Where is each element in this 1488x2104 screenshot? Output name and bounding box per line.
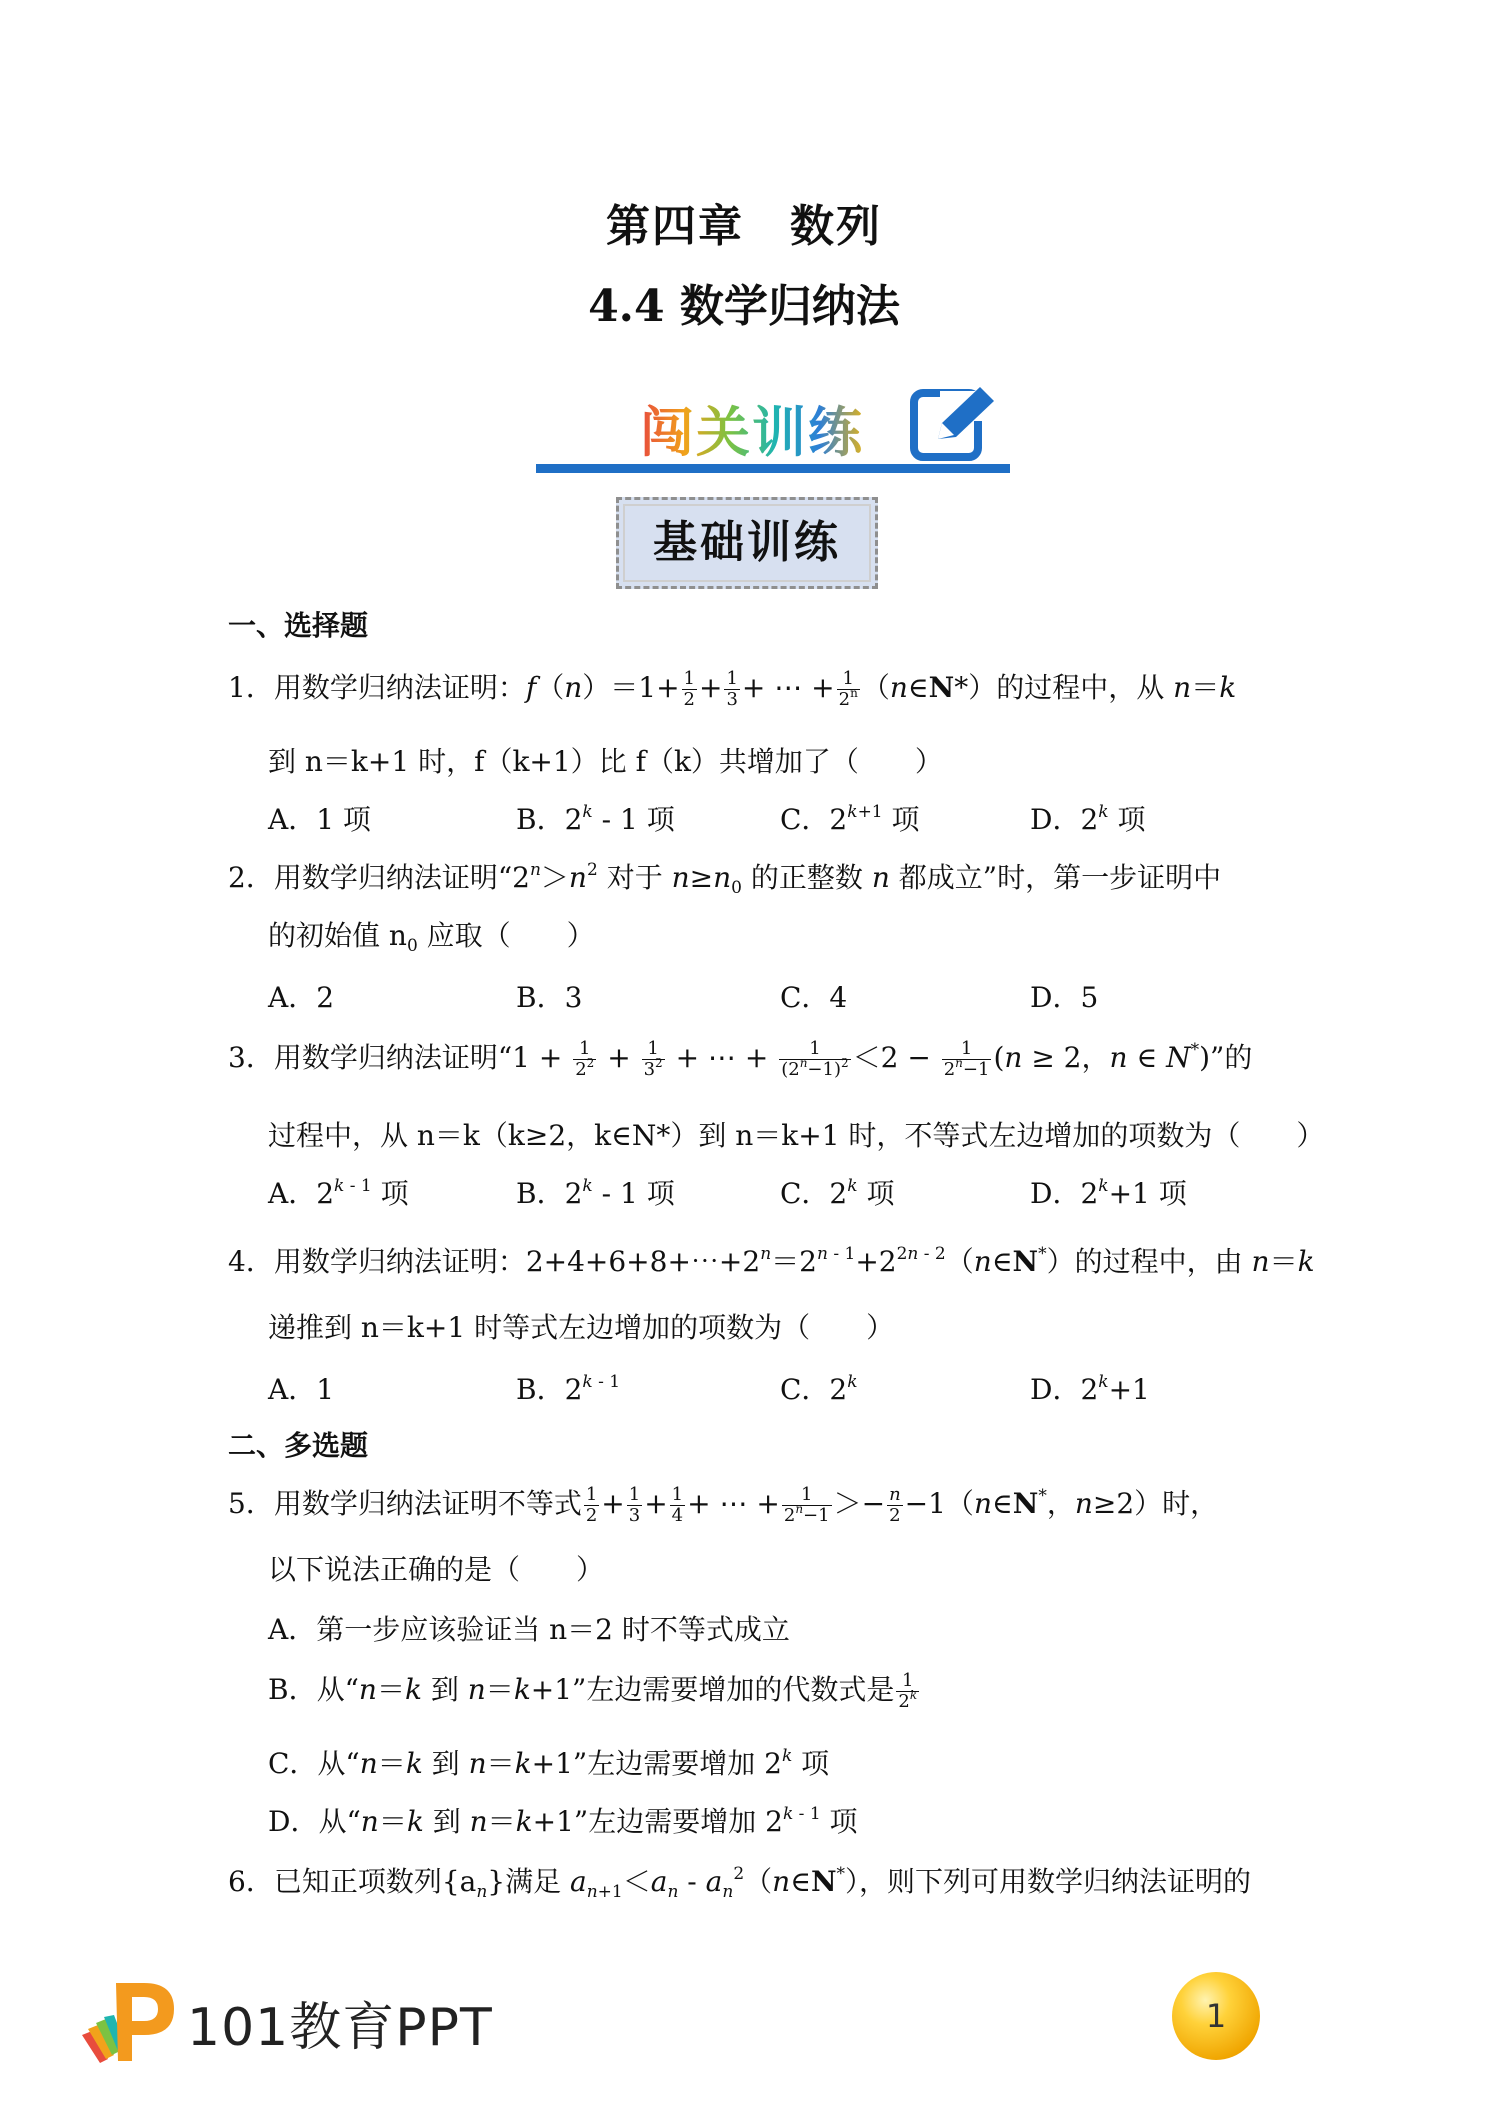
banner-underline bbox=[536, 464, 1010, 473]
question-4: 4．用数学归纳法证明：$2+4+6+8+\cdots+2^n=2^{n - 1}+2^{2n - 2}(n\in N^*)$的过程中，由 n＝k bbox=[228, 1244, 1315, 1278]
q4-option-c: C．2$^k$ bbox=[780, 1372, 858, 1406]
q2-option-b: B．3 bbox=[516, 981, 583, 1014]
brand-logo-icon bbox=[78, 1975, 178, 2065]
banner-title: 闯关训练 bbox=[640, 390, 864, 467]
question-5: 5．用数学归纳法证明不等式 $\frac{1}{2}$ + $\frac{1}{3}$ + $\frac{1}{4}$ + ⋯ + $\frac{1}{2^n-1}$ ＞− $\frac{n}{2}$ −1（n∈N*，n≥2）时， bbox=[228, 1484, 1219, 1526]
q4-option-a: A．1 bbox=[268, 1373, 335, 1406]
q4-option-d: D．$2^k+1$ bbox=[1030, 1372, 1150, 1406]
brand-name: 101教育PPT bbox=[187, 1998, 493, 2058]
question-6: 6．已知正项数列$\{a_n\}$满足 $a_{n+1}<a_n$ - $a_n^2(n\in N^*)$，则下列可用数学归纳法证明的 bbox=[228, 1864, 1252, 1902]
question-2-line2: 的初始值 $n_0$ 应取（ ） bbox=[268, 919, 595, 956]
q5-option-a: A．第一步应该验证当 n＝2 时不等式成立 bbox=[268, 1613, 790, 1646]
q1-option-b: B．2$^k$ - 1 项 bbox=[516, 802, 675, 836]
edit-icon bbox=[910, 383, 1000, 465]
q3-option-b: B．2$^k$ - 1 项 bbox=[516, 1176, 675, 1210]
question-2: 2．用数学归纳法证明“$2^n>n^2$ 对于 $n\ge n_0$ 的正整数 n 都成立”时，第一步证明中 bbox=[228, 860, 1222, 898]
q2-option-a: A．2 bbox=[268, 981, 335, 1014]
section-heading-multi: 二、多选题 bbox=[228, 1429, 369, 1462]
question-4-line2: 递推到 n＝k+1 时等式左边增加的项数为（ ） bbox=[268, 1311, 895, 1344]
q3-option-c: C．2$^k$ 项 bbox=[780, 1176, 895, 1210]
q3-option-d: D．$2^k+1$ 项 bbox=[1030, 1176, 1187, 1210]
q5-option-d: D．从“n＝k 到 n＝k+1”左边需要增加 2$^{k - 1}$ 项 bbox=[268, 1804, 858, 1838]
question-5-line2: 以下说法正确的是（ ） bbox=[268, 1553, 605, 1586]
q4-option-b: B．2$^{k - 1}$ bbox=[516, 1372, 621, 1406]
question-3-line2: 过程中，从 n＝k（k≥2，k∈N*）到 n＝k+1 时，不等式左边增加的项数为（ ） bbox=[268, 1119, 1325, 1152]
q1-option-d: D．2$^k$ 项 bbox=[1030, 802, 1146, 836]
q3-option-a: A．2$^{k - 1}$ 项 bbox=[268, 1176, 409, 1210]
question-1: 1．用数学归纳法证明：f（n）＝1+ $\frac{1}{2}$ + $\frac{1}{3}$ + ⋯ + $\frac{1}{2^n}$ （n∈N*）的过程中，从 n＝k bbox=[228, 668, 1237, 710]
basic-training-box: 基础训练 bbox=[616, 497, 878, 589]
q1-option-a: A．1 项 bbox=[268, 803, 371, 836]
q2-option-c: C．4 bbox=[780, 981, 848, 1014]
question-1-line2: 到 n＝k+1 时，f（k+1）比 f（k）共增加了（ ） bbox=[268, 745, 943, 778]
q5-option-b: B．从“n＝k 到 n＝k+1”左边需要增加的代数式是 $\frac{1}{2^k}$ bbox=[268, 1670, 918, 1712]
section-title: 4.4 数学归纳法 bbox=[588, 281, 900, 332]
q5-option-c: C．从“n＝k 到 n＝k+1”左边需要增加 2$^k$ 项 bbox=[268, 1746, 830, 1780]
q1-option-c: C．$2^{k+1}$ 项 bbox=[780, 802, 920, 836]
page-number: 1 bbox=[1172, 1972, 1260, 2060]
question-3: 3．用数学归纳法证明“1 + $\frac{1}{2^2}$ + $\frac{1}{3^2}$ + ⋯ + $\frac{1}{(2^n-1)^2}$ ＜2 − $\frac{1}{2^n-1}$ (n ≥ 2，n ∈ N*)”的 bbox=[228, 1038, 1253, 1080]
q2-option-d: D．5 bbox=[1030, 981, 1099, 1014]
chapter-title: 第四章 数列 bbox=[606, 201, 882, 252]
section-heading-single: 一、选择题 bbox=[228, 609, 369, 642]
